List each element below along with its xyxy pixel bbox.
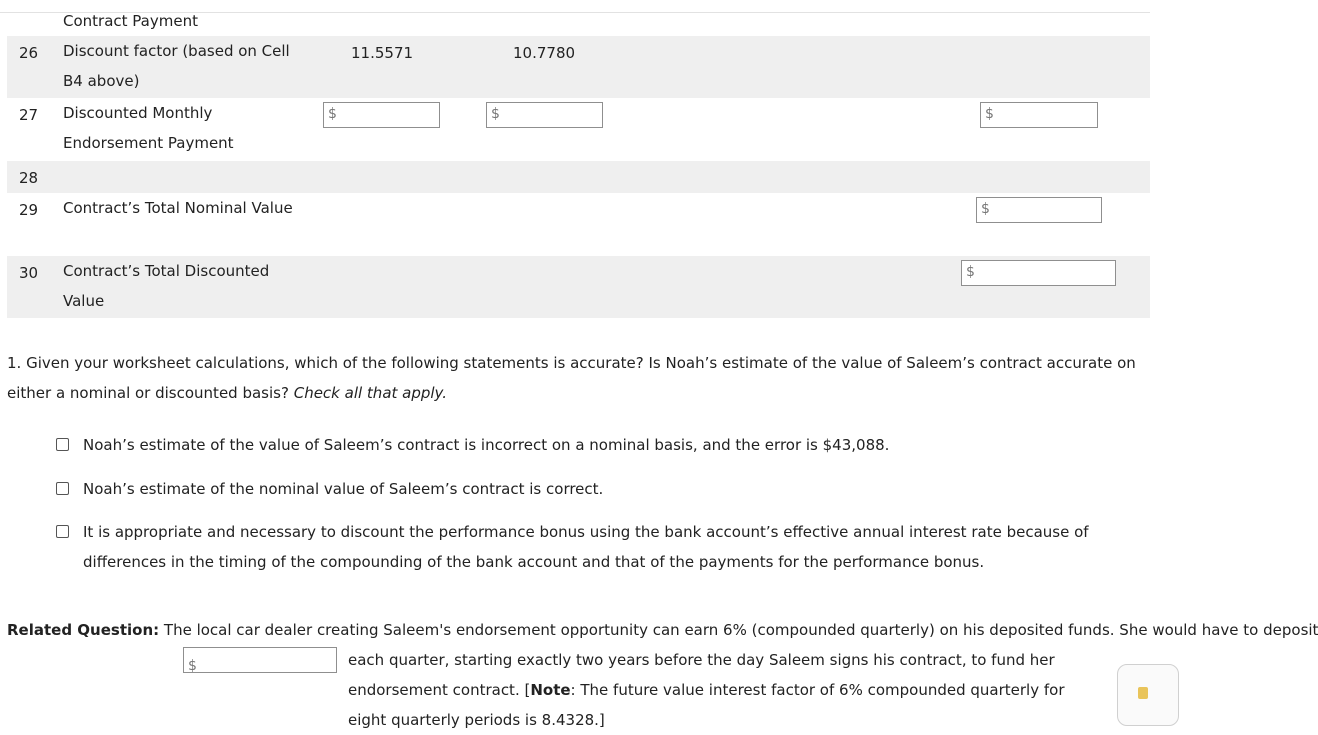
deposit-amount-input[interactable]: $ <box>183 647 337 673</box>
row-28 <box>7 161 1150 193</box>
note-text: : The future value interest factor of 6% compounded quarterly for eight quarterly periods is 8.4328.] <box>348 681 1065 729</box>
question-instruction: Check all that apply. <box>293 384 448 402</box>
row-29 <box>7 193 1150 255</box>
option-label: Noah’s estimate of the value of Saleem’s contract is incorrect on a nominal basis, and the error is $43,088. <box>83 436 890 454</box>
discounted-payment-input-3[interactable]: $ <box>980 102 1098 128</box>
row-27 <box>7 98 1150 160</box>
row-label: Contract’s Total Discounted Value <box>63 262 270 310</box>
question-body: 1. Given your worksheet calculations, which of the following statements is accurate? Is Noah’s estimate of the value of Saleem’s contract accurate on either a nominal or discounted basis? <box>7 354 1136 402</box>
total-discounted-value-input[interactable]: $ <box>961 260 1116 286</box>
discount-factor-value-2: 10.7780 <box>513 44 576 62</box>
row-26 <box>7 36 1150 98</box>
note-label: Note <box>530 681 571 699</box>
discounted-payment-input-2[interactable]: $ <box>486 102 603 128</box>
checkbox[interactable] <box>56 525 69 538</box>
row-number: 30 <box>19 264 39 282</box>
option-label: Noah’s estimate of the nominal value of Saleem’s contract is correct. <box>83 480 604 498</box>
folder-icon <box>1138 687 1148 699</box>
related-text-before: The local car dealer creating Saleem's endorsement opportunity can earn 6% (compounded quarterly) on his deposited funds. She would have to deposit <box>163 621 1318 639</box>
floating-widget[interactable] <box>1117 664 1179 726</box>
row-label: Contract Payment <box>63 12 198 30</box>
row-25-partial <box>7 8 1150 32</box>
row-number: 27 <box>19 106 39 124</box>
discount-factor-value-1: 11.5571 <box>351 44 414 62</box>
option-3[interactable] <box>56 517 1116 577</box>
related-label: Related Question: <box>7 621 160 639</box>
related-line-1 <box>7 615 1318 645</box>
checkbox[interactable] <box>56 438 69 451</box>
question-text <box>7 348 1147 408</box>
related-line-2 <box>348 645 1068 735</box>
option-label: It is appropriate and necessary to discount the performance bonus using the bank account’s effective annual interest rate because of differences in the timing of the compounding of the bank account and that of the payments for the performance bonus. <box>83 523 1089 571</box>
row-30 <box>7 256 1150 318</box>
related-text-after: each quarter, starting exactly two years before the day Saleem signs his contract, to fund her endorsement contract. [ <box>348 651 1055 699</box>
checkbox[interactable] <box>56 482 69 495</box>
row-label: Discounted Monthly Endorsement Payment <box>63 104 234 152</box>
row-number: 29 <box>19 201 39 219</box>
total-nominal-value-input[interactable]: $ <box>976 197 1102 223</box>
row-number: 26 <box>19 44 39 62</box>
row-number: 28 <box>19 169 39 187</box>
discounted-payment-input-1[interactable]: $ <box>323 102 440 128</box>
row-label: Contract’s Total Nominal Value <box>63 199 293 217</box>
row-label: Discount factor (based on Cell B4 above) <box>63 42 290 90</box>
